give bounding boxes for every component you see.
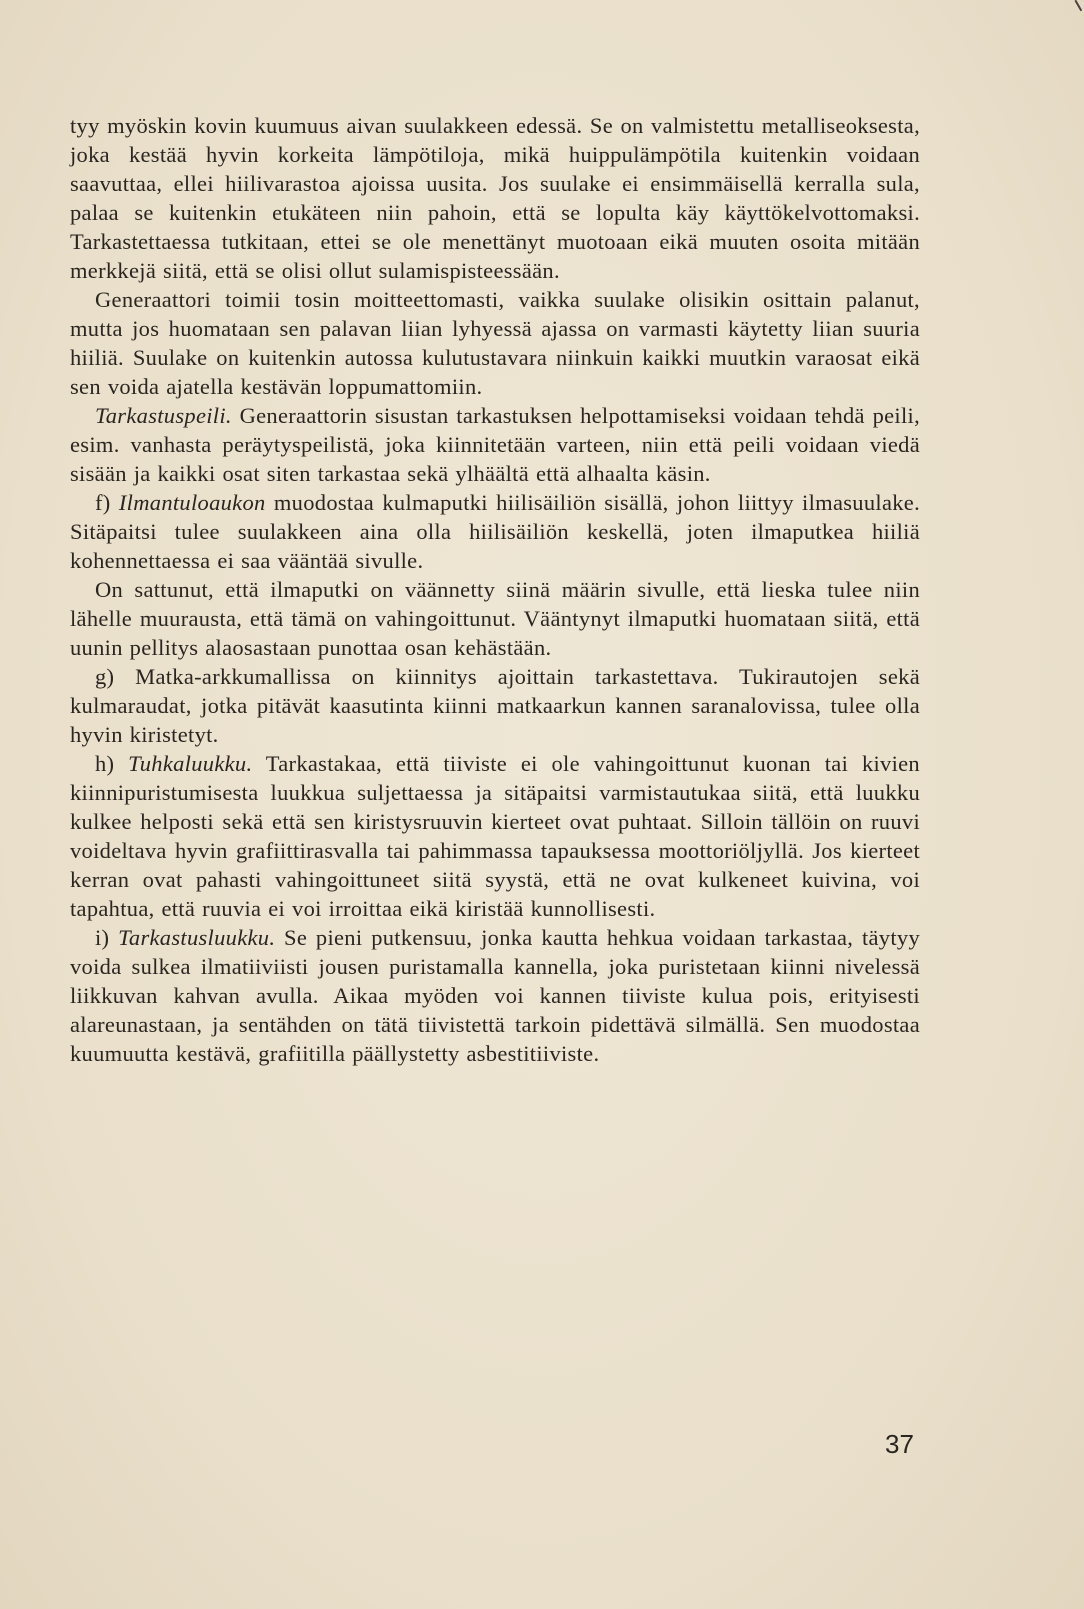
corner-ink-mark (1066, 0, 1082, 16)
paragraph-prefix: f) (95, 490, 119, 515)
paragraph-emphasis: Tarkastusluukku. (118, 925, 276, 950)
paragraph-tarkastuspeili (70, 401, 920, 488)
paragraph-emphasis: Ilmantuloaukon (118, 490, 266, 515)
paragraph-ilmaputki (70, 575, 920, 662)
paragraph-text: Generaattori toimii tosin moitteettomasti, vaikka suulake olisikin osittain palanut, mutta jos huomataan sen palavan liian lyhyessä ajassa on varmasti käytetty liian suuria hiiliä. Suulake on kuitenkin autossa kulutustavara niinkuin kaikki muutkin varaosat eikä sen voida ajatella kestävän loppumattomiin. (70, 287, 920, 399)
paragraph-text: Se pieni putkensuu, jonka kautta hehkua voidaan tarkastaa, täytyy voida sulkea ilmatiiviisti jousen puristamalla kannella, joka puristetaan kiinni nivelessä liikkuvan kahvan avulla. Aikaa myöden voi kannen tiiviste kulua pois, erityisesti alareunastaan, ja sentähden on tätä tiivistettä tarkoin pidettävä silmällä. Sen muodostaa kuumuutta kestävä, grafiitilla päällystetty asbestitiiviste. (70, 925, 920, 1066)
paragraph-prefix: i) (95, 925, 119, 950)
paragraph-i-tarkastusluukku (70, 923, 920, 1068)
paragraph-text: tyy myöskin kovin kuumuus aivan suulakkeen edessä. Se on valmistettu metalliseoksesta, joka kestää hyvin korkeita lämpötiloja, mikä huippulämpötila kuitenkin voidaan saavuttaa, ellei hiilivarastoa ajoissa uusita. Jos suulake ei ensimmäisellä kerralla sula, palaa se kuitenkin etukäteen niin pahoin, että se lopulta käy käyttökelvottomaksi. Tarkastettaessa tutkitaan, ettei se ole menettänyt muotoaan eikä muuten osoita mitään merkkejä siitä, että se olisi ollut sulamispisteessään. (70, 113, 920, 283)
paragraph-f-ilmantuloaukko (70, 488, 920, 575)
paragraph-emphasis: Tarkastuspeili. (95, 403, 232, 428)
paragraph-text: Generaattorin sisustan tarkastuksen helpottamiseksi voidaan tehdä peili, esim. vanhasta peräytyspeilistä, joka kiinnitetään varteen, niin että peili voidaan viedä sisään ja kaikki osat siten tarkastaa sekä ylhäältä että alhaalta käsin. (70, 403, 920, 486)
paragraph-emphasis: Tuhkaluukku. (128, 751, 253, 776)
paragraph-suulake-intro (70, 111, 920, 285)
paragraph-text: On sattunut, että ilmaputki on väännetty siinä määrin sivulle, että lieska tulee niin lähelle muurausta, että tämä on vahingoittunut. Vääntynyt ilmaputki huomataan siitä, että uunin pellitys alaosastaan punottaa osan kehästään. (70, 577, 920, 660)
page-number: 37 (885, 1429, 914, 1459)
paragraph-generaattori (70, 285, 920, 401)
paragraph-h-tuhkaluukku (70, 749, 920, 923)
paragraph-text: Tarkastakaa, että tiiviste ei ole vahingoittunut kuonan tai kivien kiinnipuristumisesta luukkua suljettaessa ja sitäpaitsi varmistautukaa siitä, että luukku kulkee helposti sekä että sen kiristysruuvin kierteet ovat puhtaat. Silloin tällöin on ruuvi voideltava hyvin grafiittirasvalla tai pahimmassa tapauksessa moottoriöljyllä. Jos kierteet kerran ovat pahasti vahingoittuneet siitä syystä, että ne ovat kulkeneet kuivina, voi tapahtua, että ruuvia ei voi irroittaa eikä kiristää kunnollisesti. (70, 751, 920, 921)
paragraph-text: Matka-arkkumallissa on kiinnitys ajoittain tarkastettava. Tukirautojen sekä kulmaraudat, jotka pitävät kaasutinta kiinni matkaarkun kannen saranalovissa, tulee olla hyvin kiristetyt. (70, 664, 920, 747)
paragraph-text: muodostaa kulmaputki hiilisäiliön sisällä, johon liittyy ilmasuulake. Sitäpaitsi tulee suulakkeen aina olla hiilisäiliön keskellä, joten ilmaputkea hiiliä kohennettaessa ei saa vääntää sivulle. (70, 490, 920, 573)
paragraph-g-matka-arkku (70, 662, 920, 749)
body-text (70, 111, 920, 1068)
paragraph-prefix: h) (95, 751, 129, 776)
paragraph-prefix: g) (95, 664, 136, 689)
